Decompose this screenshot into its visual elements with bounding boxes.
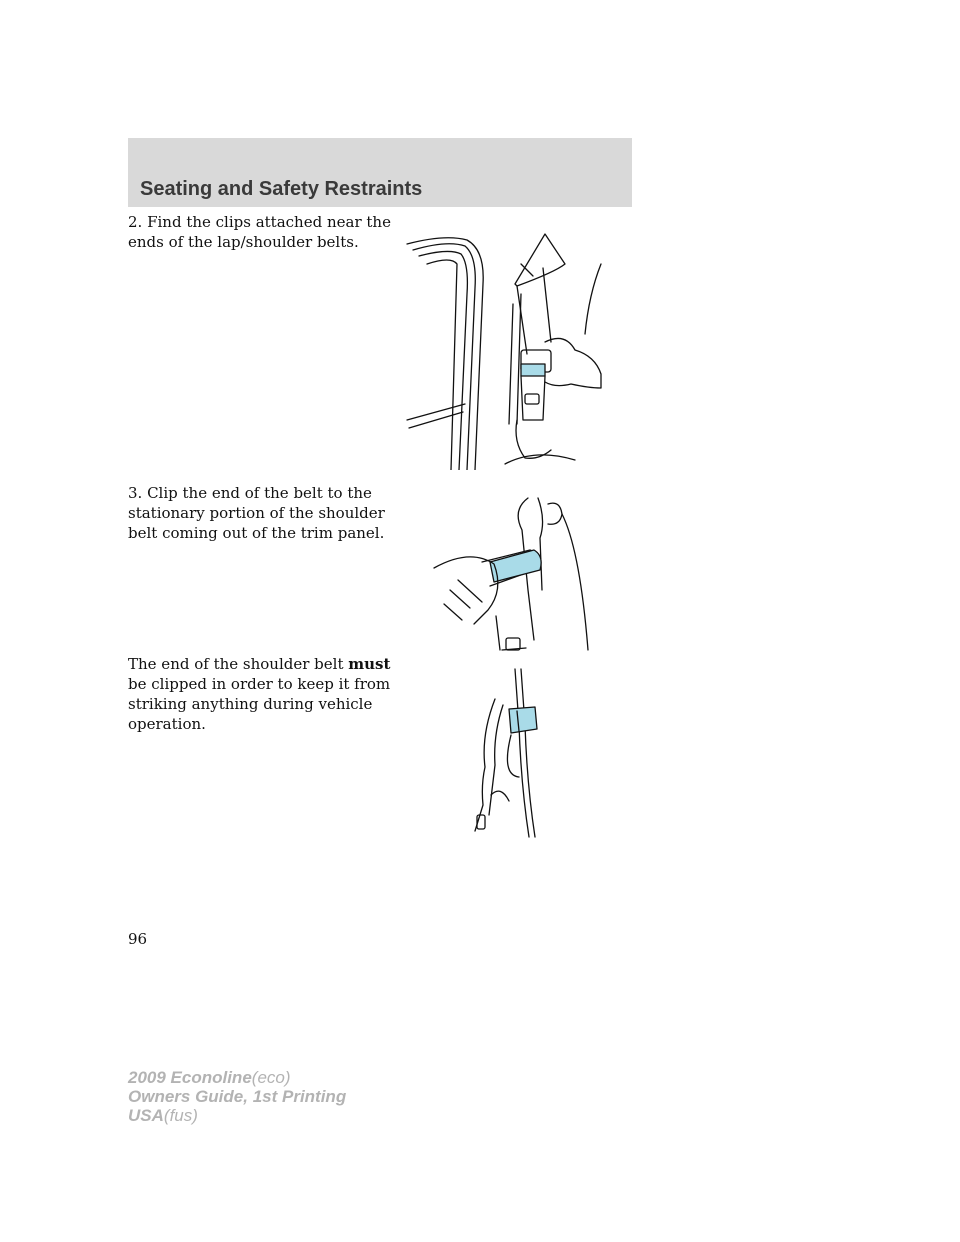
step-3-text: 3. Clip the end of the belt to the stationary portion of the shoulder belt coming out of the trim panel. bbox=[128, 484, 385, 542]
footer-imprint bbox=[128, 1068, 346, 1125]
note-emphasis: must bbox=[348, 655, 391, 673]
footer-line-market: USA(fus) bbox=[128, 1106, 198, 1125]
footer-line-model: 2009 Econoline(eco) bbox=[128, 1068, 291, 1087]
note-lead: The end of the shoulder belt bbox=[128, 655, 349, 673]
section-header-band bbox=[128, 138, 632, 207]
belt-clip-illustration bbox=[405, 224, 615, 470]
page-number: 96 bbox=[128, 930, 148, 948]
note-text bbox=[128, 654, 393, 734]
clip-to-belt-illustration bbox=[430, 490, 595, 660]
step-2-text: 2. Find the clips attached near the ends of the lap/shoulder belts. bbox=[128, 213, 391, 251]
clipped-belt-illustration bbox=[465, 665, 555, 840]
section-title: Seating and Safety Restraints bbox=[140, 178, 423, 200]
note-trail: be clipped in order to keep it from striking anything during vehicle operation. bbox=[128, 675, 391, 733]
footer-line-edition: Owners Guide, 1st Printing bbox=[128, 1087, 347, 1106]
